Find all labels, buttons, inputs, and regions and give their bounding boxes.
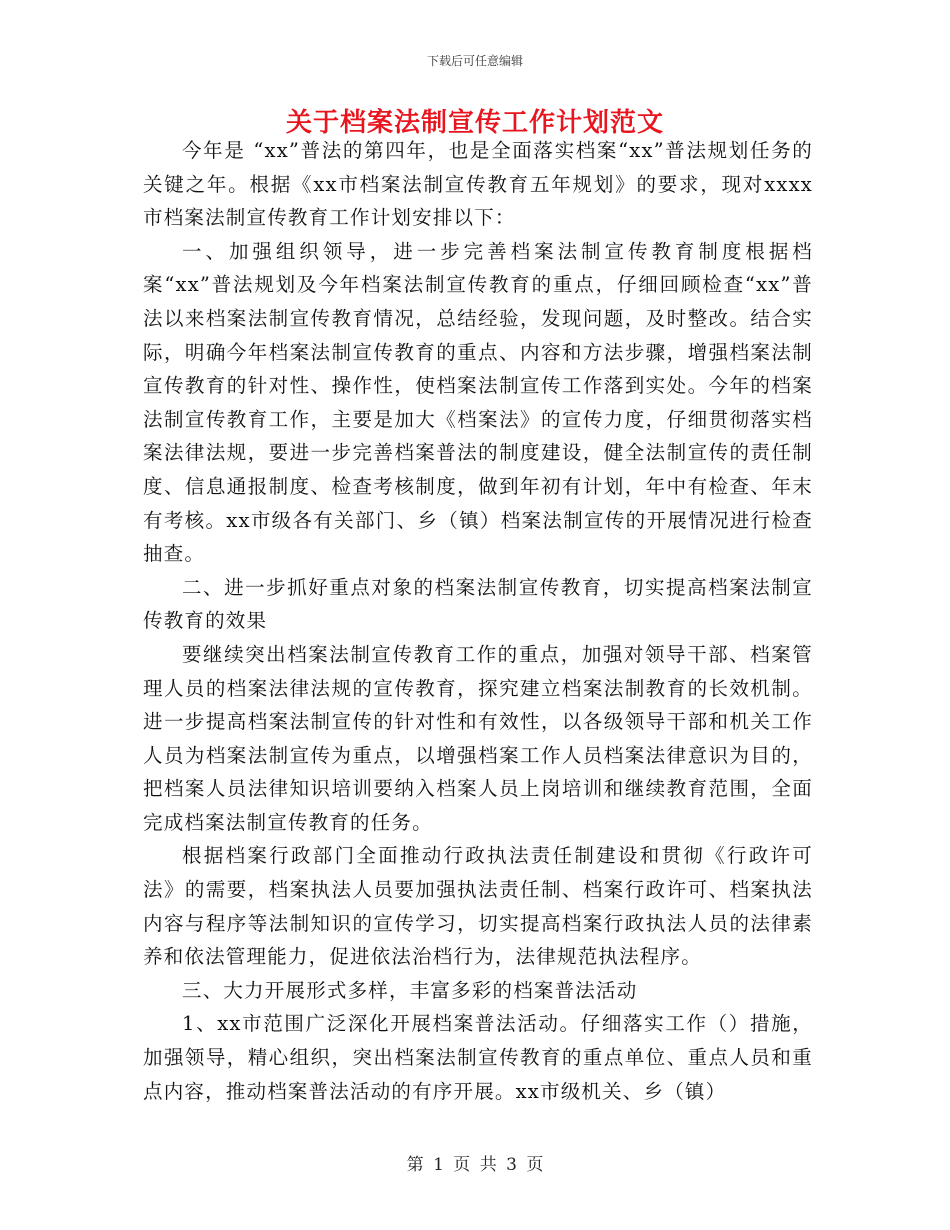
paragraph-section-2-extra: 根据档案行政部门全面推动行政执法责任制建设和贯彻《行政许可法》的需要，档案执法人员要加强执法责任制、档案行政许可、档案执法内容与程序等法制知识的宣传学习，切实提高档案行政执法人员的法律素养和依法管理能力，促进依法治档行为，法律规范执法程序。	[143, 844, 813, 969]
paragraph-section-2-heading: 二、进一步抓好重点对象的档案法制宣传教育，切实提高档案法制宣传教育的效果	[143, 575, 813, 633]
document-title: 关于档案法制宣传工作计划范文	[285, 108, 664, 138]
page-number: 第 1 页 共 3 页	[406, 1155, 544, 1175]
header-note: 下载后可任意编辑	[426, 54, 523, 68]
paragraph-section-2-body: 要继续突出档案法制宣传教育工作的重点，加强对领导干部、档案管理人员的档案法律法规的宣传教育，探究建立档案法制教育的长效机制。进一步提高档案法制宣传的针对性和有效性，以各级领导干部和机关工作人员为档案法制宣传为重点，以增强档案工作人员档案法律意识为目的，把档案人员法律知识培训要纳入档案人员上岗培训和继续教育范围，全面完成档案法制宣传教育的任务。	[143, 642, 813, 834]
paragraph-section-3-heading: 三、大力开展形式多样，丰富多彩的档案普法活动	[182, 978, 638, 1002]
paragraph-section-3-item-1: 1、xx市范围广泛深化开展档案普法活动。仔细落实工作（）措施，加强领导，精心组织，突出档案法制宣传教育的重点单位、重点人员和重点内容，推动档案普法活动的有序开展。xx市级机关、乡（镇）	[143, 1012, 813, 1103]
document-body	[143, 134, 813, 1108]
paragraph-intro: 今年是 “xx”普法的第四年，也是全面落实档案“xx”普法规划任务的关键之年。根据《xx市档案法制宣传教育五年规划》的要求，现对xxxx市档案法制宣传教育工作计划安排以下：	[143, 139, 813, 230]
paragraph-section-1: 一、加强组织领导，进一步完善档案法制宣传教育制度根据档案“xx”普法规划及今年档案法制宣传教育的重点，仔细回顾检查“xx”普法以来档案法制宣传教育情况，总结经验，发现问题，及时整改。结合实际，明确今年档案法制宣传教育的重点、内容和方法步骤，增强档案法制宣传教育的针对性、操作性，使档案法制宣传工作落到实处。今年的档案法制宣传教育工作，主要是加大《档案法》的宣传力度，仔细贯彻落实档案法律法规，要进一步完善档案普法的制度建设，健全法制宣传的责任制度、信息通报制度、检查考核制度，做到年初有计划，年中有检查、年末有考核。xx市级各有关部门、乡（镇）档案法制宣传的开展情况进行检查抽查。	[143, 239, 813, 566]
